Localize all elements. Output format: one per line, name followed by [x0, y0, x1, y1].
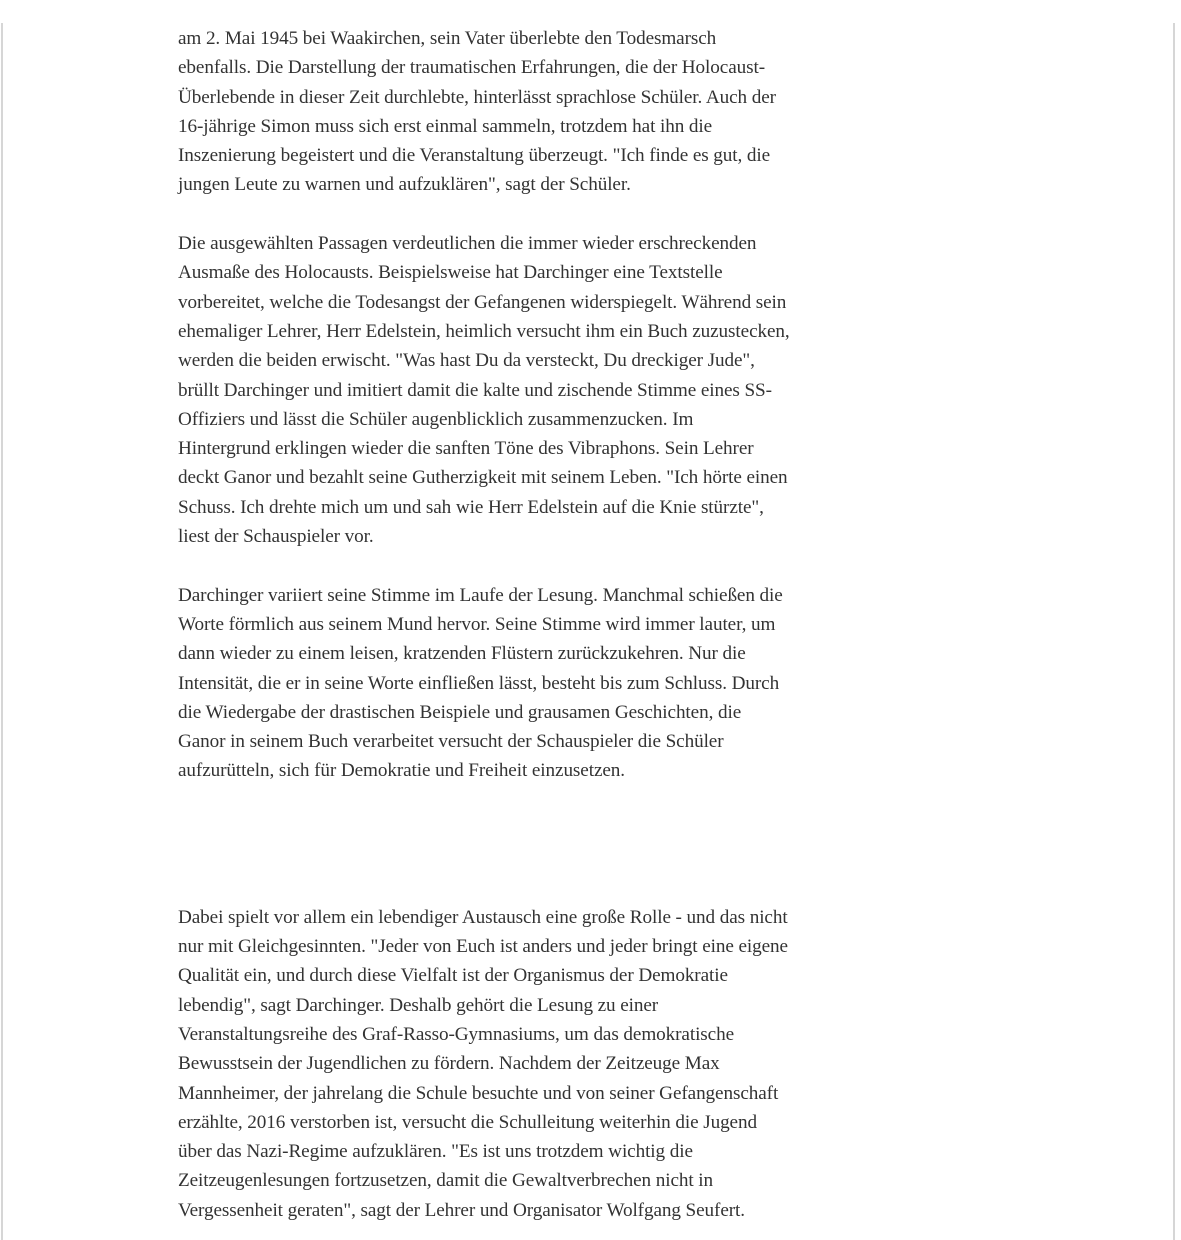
text-line: über das Nazi-Regime aufzuklären. "Es ist uns trotzdem wichtig die	[178, 1141, 693, 1163]
page-frame-right-border	[1173, 23, 1175, 1240]
text-line: Intensität, die er in seine Worte einfließen lässt, besteht bis zum Schluss. Durch	[178, 672, 780, 694]
article-body	[178, 24, 938, 1225]
text-line: dann wieder zu einem leisen, kratzenden Flüstern zurückzukehren. Nur die	[178, 643, 746, 665]
text-line: nur mit Gleichgesinnten. "Jeder von Euch ist anders und jeder bringt eine eigene	[178, 936, 788, 958]
text-line: Inszenierung begeistert und die Veranstaltung überzeugt. "Ich finde es gut, die	[178, 145, 771, 167]
article-paragraph-4	[178, 903, 938, 1225]
text-line: Qualität ein, und durch diese Vielfalt ist der Organismus der Demokratie	[178, 965, 728, 987]
text-line: Hintergrund erklingen wieder die sanften Töne des Vibraphons. Sein Lehrer	[178, 438, 754, 460]
text-line: jungen Leute zu warnen und aufzuklären", sagt der Schüler.	[178, 174, 631, 196]
text-line: lebendig", sagt Darchinger. Deshalb gehört die Lesung zu einer	[178, 994, 659, 1016]
text-line: am 2. Mai 1945 bei Waakirchen, sein Vater überlebte den Todesmarsch	[178, 28, 717, 49]
text-line: die Wiedergabe der drastischen Beispiele und grausamen Geschichten, die	[178, 701, 742, 723]
text-line: Veranstaltungsreihe des Graf-Rasso-Gymnasiums, um das demokratische	[178, 1023, 734, 1045]
text-line: Ganor in seinem Buch verarbeitet versucht der Schauspieler die Schüler	[178, 731, 724, 753]
article-paragraph-1	[178, 24, 938, 200]
text-line: erzählte, 2016 verstorben ist, versucht die Schulleitung weiterhin die Jugend	[178, 1111, 757, 1133]
article-paragraph-2	[178, 229, 938, 551]
text-line: vorbereitet, welche die Todesangst der Gefangenen widerspiegelt. Während sein	[178, 291, 787, 313]
text-line: Vergessenheit geraten", sagt der Lehrer und Organisator Wolfgang Seufert.	[178, 1199, 745, 1221]
text-line: aufzurütteln, sich für Demokratie und Freiheit einzusetzen.	[178, 760, 625, 782]
text-line: Ausmaße des Holocausts. Beispielsweise hat Darchinger eine Textstelle	[178, 262, 723, 284]
text-line: Darchinger variiert seine Stimme im Laufe der Lesung. Manchmal schießen die	[178, 584, 783, 606]
text-line: Bewusstsein der Jugendlichen zu fördern. Nachdem der Zeitzeuge Max	[178, 1053, 720, 1075]
text-line: Die ausgewählten Passagen verdeutlichen die immer wieder erschreckenden	[178, 233, 757, 255]
text-line: ebenfalls. Die Darstellung der traumatischen Erfahrungen, die der Holocaust-	[178, 57, 765, 79]
text-line: Schuss. Ich drehte mich um und sah wie Herr Edelstein auf die Knie stürzte",	[178, 496, 764, 518]
text-line: brüllt Darchinger und imitiert damit die kalte und zischende Stimme eines SS-	[178, 379, 772, 401]
text-line: Zeitzeugenlesungen fortzusetzen, damit die Gewaltverbrechen nicht in	[178, 1170, 714, 1192]
text-line: Mannheimer, der jahrelang die Schule besuchte und von seiner Gefangenschaft	[178, 1082, 779, 1104]
text-line: Worte förmlich aus seinem Mund hervor. Seine Stimme wird immer lauter, um	[178, 613, 776, 635]
text-line: 16-jährige Simon muss sich erst einmal sammeln, trotzdem hat ihn die	[178, 115, 713, 137]
text-line: Überlebende in dieser Zeit durchlebte, hinterlässt sprachlose Schüler. Auch der	[178, 86, 776, 108]
text-line: ehemaliger Lehrer, Herr Edelstein, heimlich versucht ihm ein Buch zuzustecken,	[178, 320, 790, 342]
text-line: werden die beiden erwischt. "Was hast Du da versteckt, Du dreckiger Jude",	[178, 350, 755, 372]
text-line: liest der Schauspieler vor.	[178, 526, 374, 548]
text-line: Dabei spielt vor allem ein lebendiger Austausch eine große Rolle - und das nicht	[178, 906, 788, 928]
page-frame-left-border	[1, 23, 3, 1240]
text-line: Offiziers und lässt die Schüler augenblicklich zusammenzucken. Im	[178, 408, 694, 430]
article-paragraph-3	[178, 581, 938, 786]
text-line: deckt Ganor und bezahlt seine Gutherzigkeit mit seinem Leben. "Ich hörte einen	[178, 467, 788, 489]
